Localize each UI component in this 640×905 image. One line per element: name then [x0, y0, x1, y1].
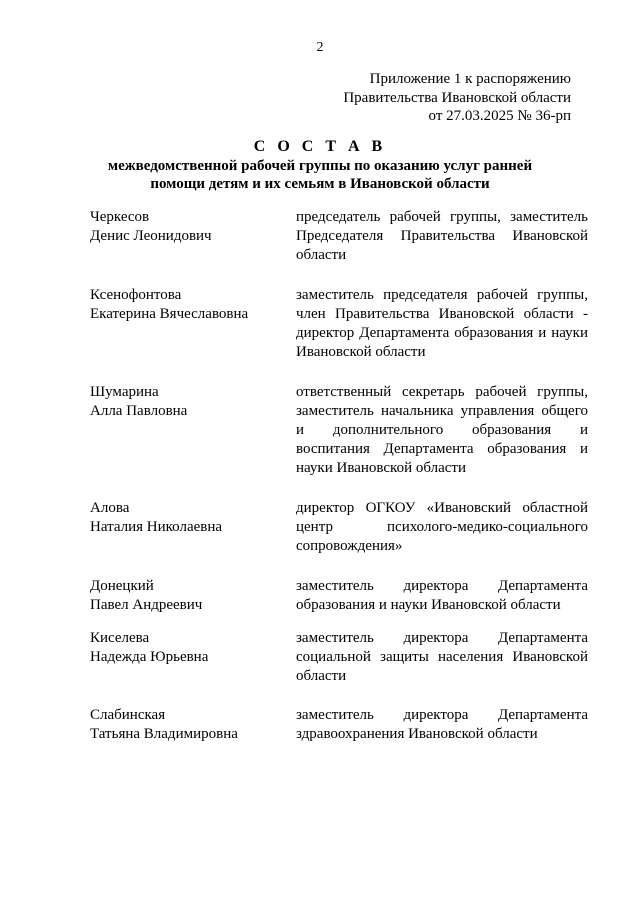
- member-given-name: Татьяна Владимировна: [90, 726, 238, 742]
- member-row: [90, 286, 588, 362]
- member-surname: Ксенофонтова: [90, 287, 182, 303]
- title-subtitle-line: помощи детям и их семьям в Ивановской области: [150, 176, 490, 192]
- member-given-name: Наталия Николаевна: [90, 519, 223, 535]
- member-given-name: Павел Андреевич: [90, 597, 203, 613]
- member-name: [90, 499, 296, 556]
- member-surname: Алова: [90, 500, 130, 516]
- member-name: [90, 706, 296, 744]
- member-role: заместитель директора Департамента социальной защиты населения Ивановской области: [296, 630, 588, 684]
- member-role: председатель рабочей группы, заместитель Председателя Правительства Ивановской области: [296, 209, 588, 263]
- member-row: [90, 208, 588, 265]
- member-row: [90, 706, 588, 744]
- member-name: [90, 286, 296, 362]
- member-role: ответственный секретарь рабочей группы, заместитель начальника управления общего и дополнительного образования и воспитания Департамента образования и науки Ивановской области: [296, 384, 588, 476]
- member-row: [90, 499, 588, 556]
- member-row: [90, 383, 588, 478]
- member-given-name: Екатерина Вячеславовна: [90, 306, 249, 322]
- member-name: [90, 577, 296, 615]
- title-main: С О С Т А В: [253, 138, 387, 155]
- member-name: [90, 629, 296, 686]
- member-name: [90, 383, 296, 478]
- members-list: [90, 208, 588, 744]
- title-subtitle-line: межведомственной рабочей группы по оказанию услуг ранней: [107, 158, 533, 174]
- member-surname: Киселева: [90, 630, 150, 646]
- member-surname: Черкесов: [90, 209, 150, 225]
- appendix-header: [343, 70, 571, 126]
- member-row: [90, 577, 588, 615]
- appendix-line: Приложение 1 к распоряжению: [369, 71, 571, 87]
- member-name: [90, 208, 296, 265]
- member-given-name: Алла Павловна: [90, 403, 188, 419]
- member-surname: Донецкий: [90, 578, 154, 594]
- member-role: заместитель директора Департамента образования и науки Ивановской области: [296, 578, 588, 613]
- appendix-line: Правительства Ивановской области: [343, 89, 571, 106]
- page-number: 2: [316, 40, 324, 55]
- member-role: заместитель председателя рабочей группы, член Правительства Ивановской области - директор Департамента образования и науки Ивановской области: [296, 287, 588, 360]
- member-surname: Шумарина: [90, 384, 159, 400]
- member-surname: Слабинская: [90, 707, 166, 723]
- member-role: директор ОГКОУ «Ивановский областной центр психолого-медико-социального сопровождения»: [296, 500, 588, 554]
- member-row: [90, 629, 588, 686]
- document-title: [0, 137, 640, 193]
- appendix-line: от 27.03.2025 № 36-рп: [428, 108, 571, 124]
- member-role: заместитель директора Департамента здравоохранения Ивановской области: [296, 707, 588, 742]
- member-given-name: Денис Леонидович: [90, 228, 212, 244]
- member-given-name: Надежда Юрьевна: [90, 649, 209, 665]
